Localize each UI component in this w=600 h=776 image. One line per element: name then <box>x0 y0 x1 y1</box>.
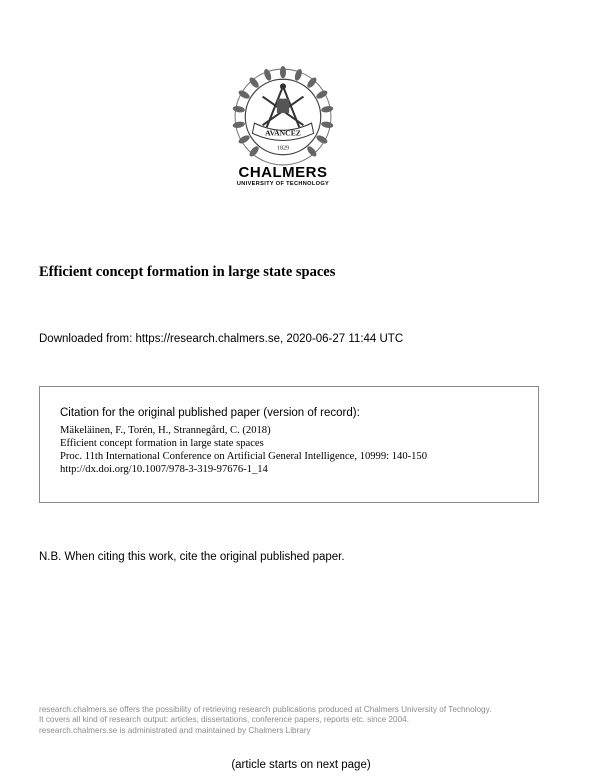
footer-line: research.chalmers.se is administrated and maintained by Chalmers Library <box>39 725 311 735</box>
citation-authors: Mäkeläinen, F., Torén, H., Strannegård, C. (2018) <box>60 425 271 436</box>
article-start-note: (article starts on next page) <box>231 759 371 771</box>
paper-title: Efficient concept formation in large state spaces <box>39 264 336 280</box>
repository-footer <box>39 705 559 736</box>
seal-motto-text: AVANCEZ <box>265 128 301 138</box>
footer-line: It covers all kind of research output: articles, dissertations, conference papers, reports etc. since 2004. <box>39 715 409 725</box>
citation-venue: Proc. 11th International Conference on Artificial General Intelligence, 10999: 140-150 <box>60 450 428 462</box>
citation-title: Efficient concept formation in large state spaces <box>60 437 264 449</box>
brand-subtitle: UNIVERSITY OF TECHNOLOGY <box>236 181 330 187</box>
footer-line: research.chalmers.se offers the possibility of retrieving research publications produced at Chalmers University of Technology. <box>39 705 492 714</box>
seal-year-text: 1829 <box>276 145 290 152</box>
citing-note: N.B. When citing this work, cite the original published paper. <box>39 551 345 563</box>
brand-name: CHALMERS <box>238 164 328 181</box>
download-info: Downloaded from: https://research.chalmers.se, 2020-06-27 11:44 UTC <box>39 333 404 345</box>
citation-doi-link[interactable]: http://dx.doi.org/10.1007/978-3-319-97676-1_14 <box>60 463 268 475</box>
citation-heading: Citation for the original published paper (version of record): <box>60 407 360 419</box>
citation-box <box>39 386 539 503</box>
chalmers-seal-logo <box>232 66 334 168</box>
citation-lines <box>60 425 427 477</box>
